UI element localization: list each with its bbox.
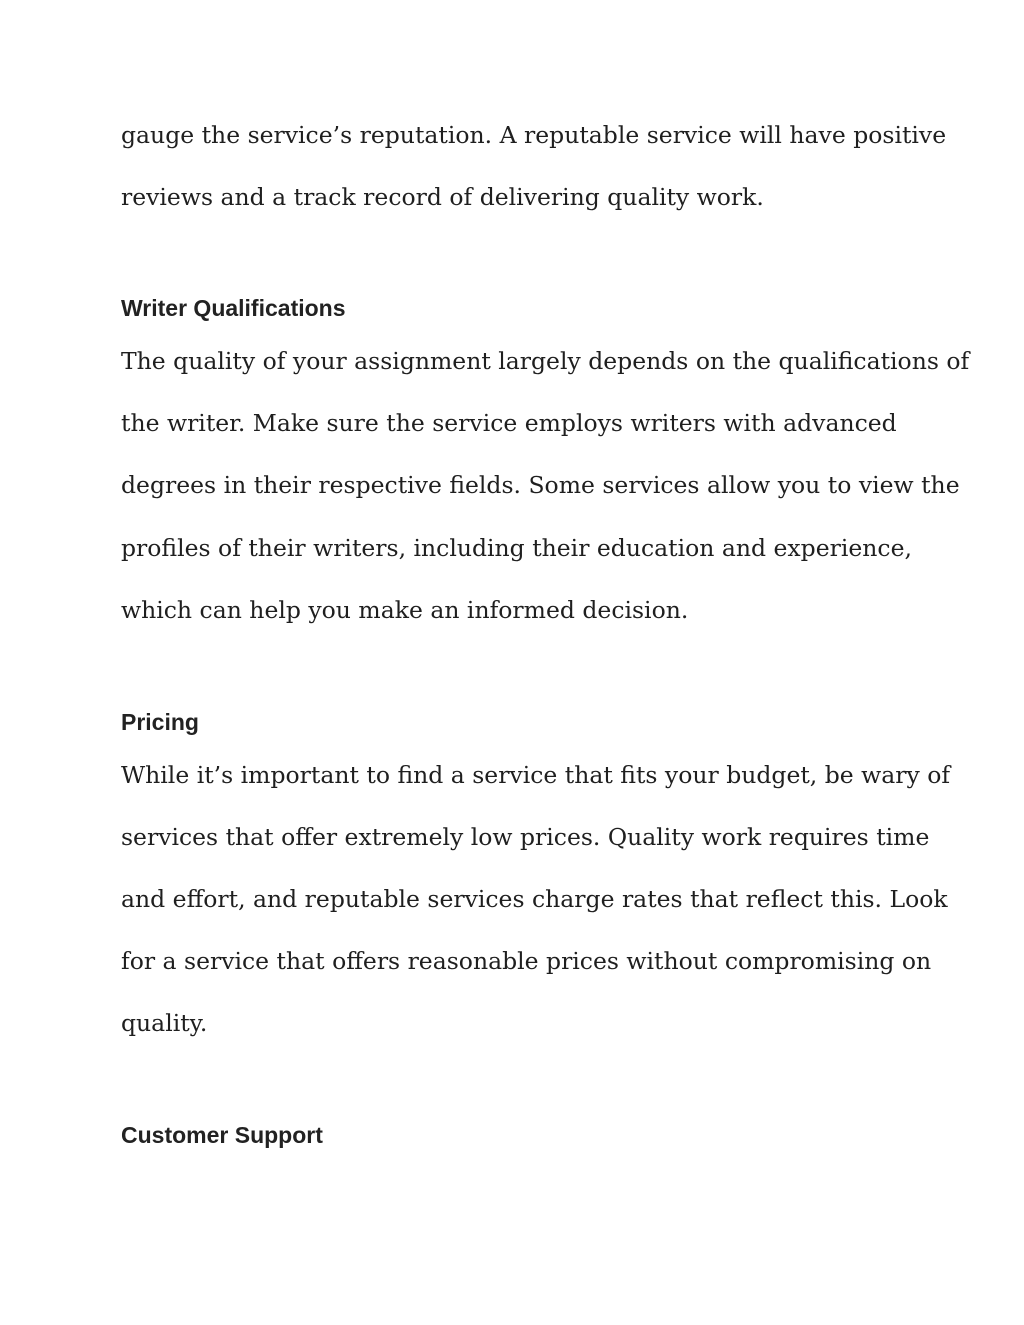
- pricing-line-2: services that offer extremely low prices. Quality work requires time: [121, 823, 930, 851]
- writer-qualifications-line-4: profiles of their writers, including their education and experience,: [121, 534, 912, 562]
- pricing-line-1: While it’s important to find a service that fits your budget, be wary of: [121, 761, 951, 789]
- writer-qualifications-line-2: the writer. Make sure the service employs writers with advanced: [121, 409, 897, 437]
- pricing-line-5: quality.: [121, 1009, 208, 1037]
- intro-line-1: gauge the service’s reputation. A reputable service will have positive: [121, 121, 947, 149]
- pricing-line-3: and effort, and reputable services charge rates that reflect this. Look: [121, 885, 948, 913]
- heading-writer-qualifications: Writer Qualifications: [121, 295, 346, 321]
- heading-pricing: Pricing: [121, 709, 199, 735]
- writer-qualifications-line-1: The quality of your assignment largely depends on the qualifications of: [121, 347, 970, 375]
- pricing-line-4: for a service that offers reasonable prices without compromising on: [121, 947, 932, 975]
- writer-qualifications-line-3: degrees in their respective fields. Some services allow you to view the: [121, 471, 960, 499]
- writer-qualifications-line-5: which can help you make an informed decision.: [121, 596, 689, 624]
- intro-line-2: reviews and a track record of delivering quality work.: [121, 183, 764, 211]
- heading-customer-support: Customer Support: [121, 1122, 323, 1148]
